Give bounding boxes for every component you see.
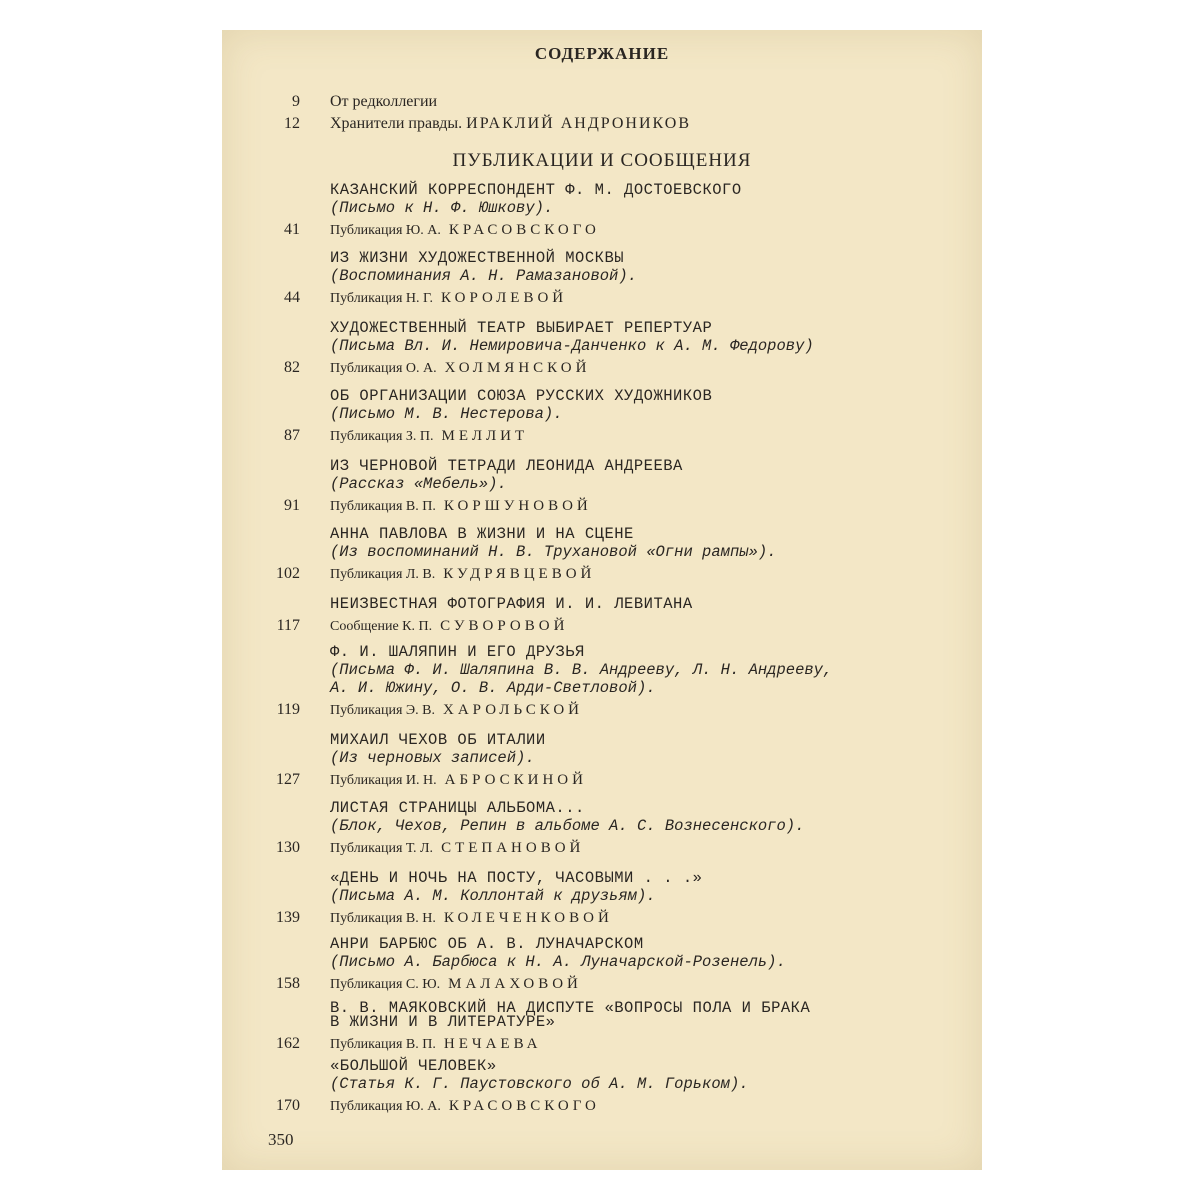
publisher-name: ХАРОЛЬСКОЙ (443, 702, 583, 718)
publisher-name: ХОЛМЯНСКОЙ (444, 360, 591, 376)
entry-title: Ф. И. ШАЛЯПИН И ЕГО ДРУЗЬЯ (330, 643, 585, 661)
entry-subtitle: (Письмо к Н. Ф. Юшкову). (330, 199, 554, 217)
publisher-name: МАЛАХОВОЙ (448, 976, 582, 992)
publisher-name: СТЕПАНОВОЙ (441, 840, 585, 856)
publication-credit (330, 974, 582, 995)
page-number: 139 (276, 909, 300, 926)
publisher-name: АБРОСКИНОЙ (444, 772, 587, 788)
publication-credit (330, 616, 568, 637)
publisher-name: НЕЧАЕВА (443, 1036, 542, 1052)
entry-subtitle: (Из черновых записей). (330, 749, 535, 767)
publication-prefix: Публикация В. П. (330, 499, 436, 514)
publication-prefix: Публикация З. П. (330, 429, 434, 444)
entry-title: ИЗ ЧЕРНОВОЙ ТЕТРАДИ ЛЕОНИДА АНДРЕЕВА (330, 457, 683, 475)
entry-subtitle: (Статья К. Г. Паустовского об А. М. Горьком). (330, 1075, 749, 1093)
publication-credit (330, 700, 583, 721)
publication-credit (330, 426, 528, 447)
publisher-name: МЕЛЛИТ (441, 428, 529, 444)
page-number: 44 (284, 289, 300, 306)
page-number: 9 (292, 93, 300, 110)
publisher-name: КУДРЯВЦЕВОЙ (443, 566, 596, 582)
page-number: 12 (284, 115, 300, 132)
publication-prefix: Публикация Н. Г. (330, 291, 434, 306)
publication-prefix: Сообщение К. П. (330, 619, 433, 634)
publisher-name: КОРОЛЕВОЙ (441, 290, 568, 306)
page-number: 170 (276, 1097, 300, 1114)
entry-title-text: Хранители правды. (330, 115, 463, 132)
publication-credit (330, 1034, 542, 1055)
publication-credit (330, 220, 600, 241)
entry-title: МИХАИЛ ЧЕХОВ ОБ ИТАЛИИ (330, 731, 546, 749)
entry-author: ИРАКЛИЙ АНДРОНИКОВ (466, 115, 692, 132)
publisher-name: КОЛЕЧЕНКОВОЙ (443, 910, 613, 926)
publication-prefix: Публикация Л. В. (330, 567, 436, 582)
entry-title: ЛИСТАЯ СТРАНИЦЫ АЛЬБОМА... (330, 799, 585, 817)
page-number: 102 (276, 565, 300, 582)
entry-subtitle: (Из воспоминаний Н. В. Трухановой «Огни рампы»). (330, 543, 777, 561)
publisher-name: КРАСОВСКОГО (448, 1098, 600, 1114)
book-page (222, 30, 982, 1170)
entry-title: АНРИ БАРБЮС ОБ А. В. ЛУНАЧАРСКОМ (330, 935, 644, 953)
page-number: 158 (276, 975, 300, 992)
section-heading: ПУБЛИКАЦИИ И СООБЩЕНИЯ (452, 150, 752, 171)
entry-title: ОБ ОРГАНИЗАЦИИ СОЮЗА РУССКИХ ХУДОЖНИКОВ (330, 387, 713, 405)
entry-subtitle: (Письма Ф. И. Шаляпина В. В. Андрееву, Л. Н. Андрееву, (330, 661, 833, 679)
publisher-name: КОРШУНОВОЙ (443, 498, 592, 514)
publisher-name: КРАСОВСКОГО (448, 222, 600, 238)
publication-prefix: Публикация О. А. (330, 361, 437, 376)
publisher-name: СУВОРОВОЙ (440, 618, 569, 634)
entry-title: ИЗ ЖИЗНИ ХУДОЖЕСТВЕННОЙ МОСКВЫ (330, 249, 625, 267)
page-folio: 350 (268, 1130, 294, 1149)
entry-title: «БОЛЬШОЙ ЧЕЛОВЕК» (330, 1057, 497, 1075)
publication-prefix: Публикация С. Ю. (330, 977, 441, 992)
page-number: 130 (276, 839, 300, 856)
entry-subtitle: (Рассказ «Мебель»). (330, 475, 507, 493)
publication-prefix: Публикация Ю. А. (330, 223, 441, 238)
entry-subtitle: (Воспоминания А. Н. Рамазановой). (330, 267, 637, 285)
publication-credit (330, 1096, 600, 1117)
entry-subtitle: (Письма Вл. И. Немировича-Данченко к А. М. Федорову) (330, 337, 814, 355)
publication-prefix: Публикация И. Н. (330, 773, 437, 788)
publication-prefix: Публикация В. Н. (330, 911, 436, 926)
publication-prefix: Публикация Э. В. (330, 703, 435, 718)
entry-subtitle: (Письмо М. В. Нестерова). (330, 405, 563, 423)
page-number: 41 (284, 221, 300, 238)
page-number: 91 (284, 497, 300, 514)
entry-subtitle: (Письмо А. Барбюса к Н. А. Луначарской-Розенель). (330, 953, 786, 971)
entry-subtitle: А. И. Южину, О. В. Арди-Светловой). (330, 679, 656, 697)
publication-prefix: Публикация Т. Л. (330, 841, 434, 856)
publication-prefix: Публикация Ю. А. (330, 1099, 441, 1114)
page-number: 87 (284, 427, 300, 444)
page-number: 119 (276, 701, 300, 718)
entry-title (330, 114, 691, 134)
publication-credit (330, 564, 595, 585)
entry-title: АННА ПАВЛОВА В ЖИЗНИ И НА СЦЕНЕ (330, 525, 634, 543)
entry-title-cont: В ЖИЗНИ И В ЛИТЕРАТУРЕ» (330, 1013, 556, 1031)
publication-credit (330, 496, 592, 517)
entry-title: ХУДОЖЕСТВЕННЫЙ ТЕАТР ВЫБИРАЕТ РЕПЕРТУАР (330, 319, 713, 337)
entry-title: НЕИЗВЕСТНАЯ ФОТОГРАФИЯ И. И. ЛЕВИТАНА (330, 595, 693, 613)
publication-credit (330, 838, 584, 859)
page-number: 127 (276, 771, 300, 788)
publication-credit (330, 288, 567, 309)
publication-credit (330, 908, 613, 929)
page-number: 82 (284, 359, 300, 376)
entry-title: В. В. МАЯКОВСКИЙ НА ДИСПУТЕ «ВОПРОСЫ ПОЛА И БРАКА (330, 999, 811, 1017)
entry-title: «ДЕНЬ И НОЧЬ НА ПОСТУ, ЧАСОВЫМИ . . .» (330, 869, 703, 887)
page-title: СОДЕРЖАНИЕ (534, 44, 670, 63)
publication-prefix: Публикация В. П. (330, 1037, 436, 1052)
publication-credit (330, 770, 587, 791)
entry-subtitle: (Блок, Чехов, Репин в альбоме А. С. Вознесенского). (330, 817, 805, 835)
page-number: 162 (276, 1035, 300, 1052)
entry-title: КАЗАНСКИЙ КОРРЕСПОНДЕНТ Ф. М. ДОСТОЕВСКОГО (330, 181, 742, 199)
publication-credit (330, 358, 590, 379)
entry-title: От редколлегии (330, 93, 438, 110)
page-number: 117 (276, 617, 300, 634)
entry-subtitle: (Письма А. М. Коллонтай к друзьям). (330, 887, 656, 905)
